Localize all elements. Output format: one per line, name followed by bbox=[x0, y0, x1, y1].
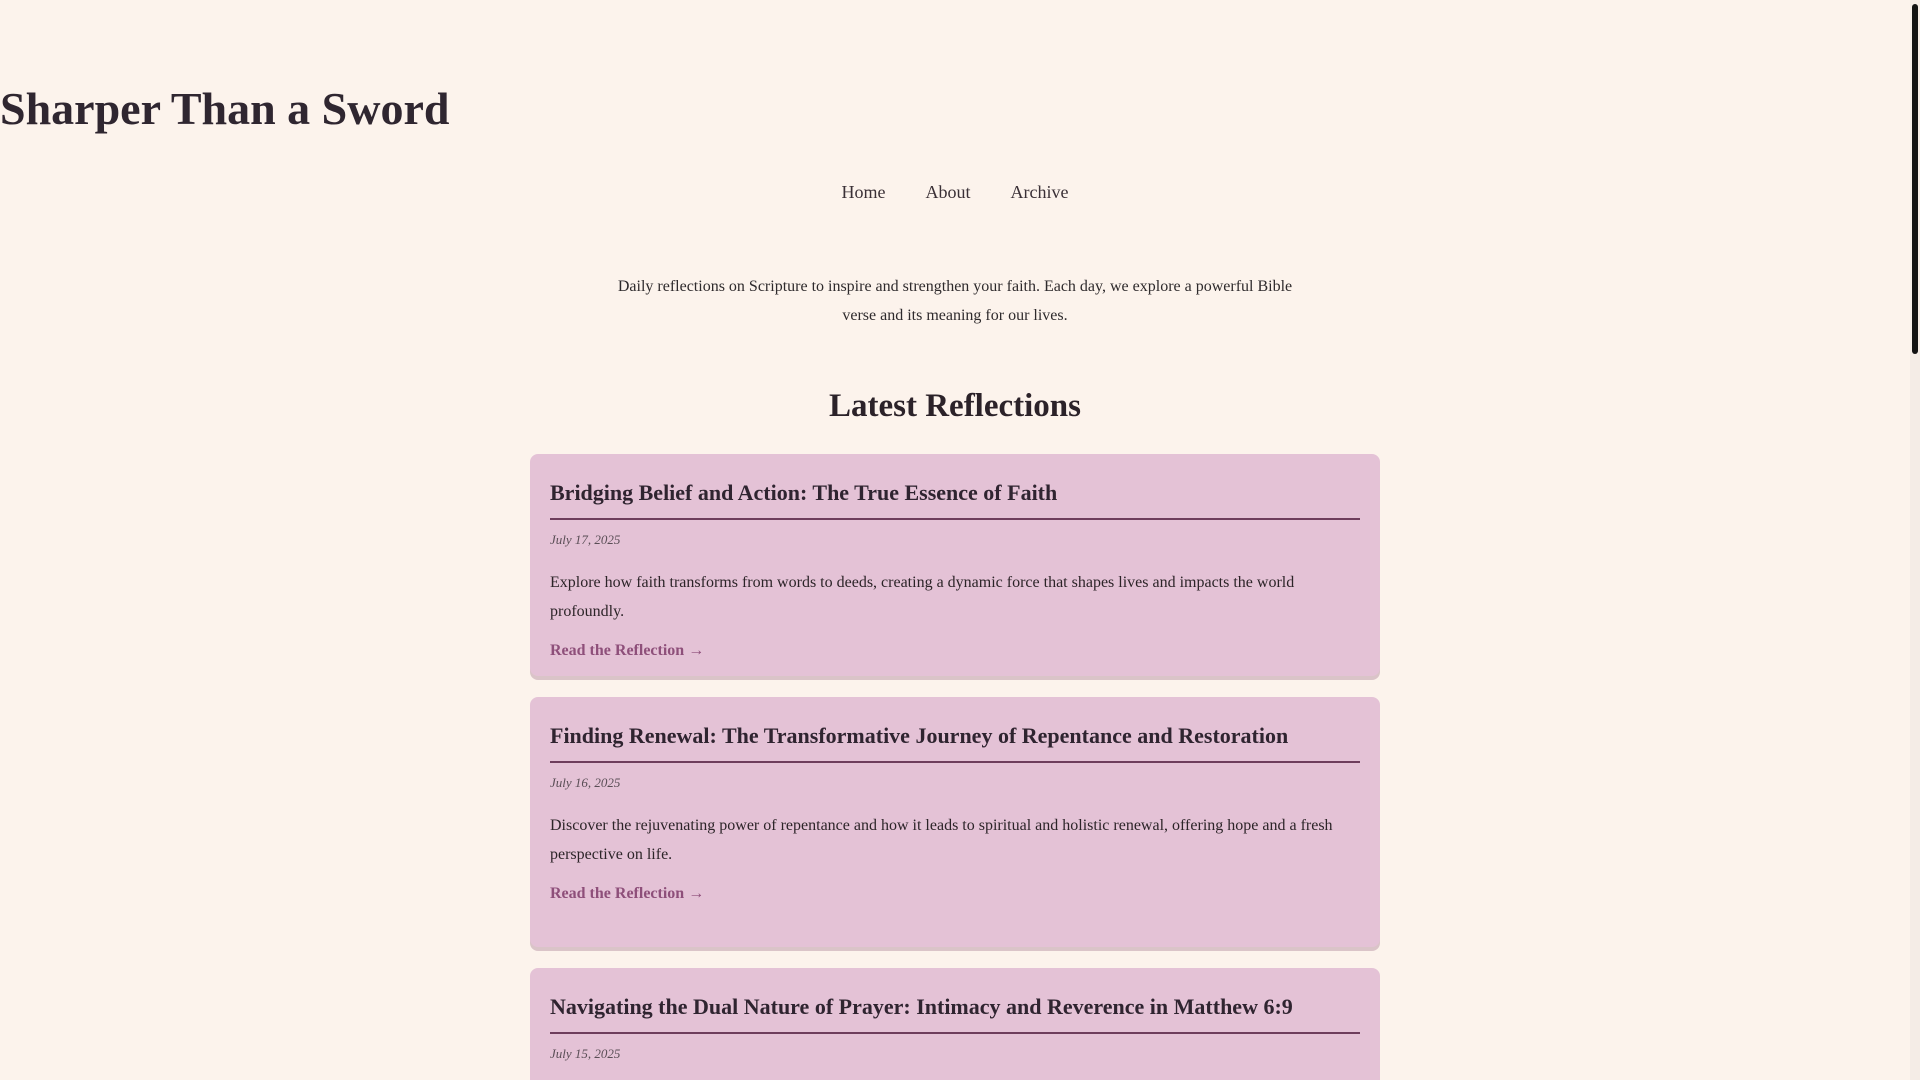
page-scrollbar[interactable] bbox=[1910, 0, 1920, 1080]
main-nav bbox=[0, 180, 1910, 204]
nav-home-link[interactable]: Home bbox=[841, 182, 886, 202]
read-reflection-link[interactable]: Read the Reflection → bbox=[550, 642, 705, 659]
site-intro: Daily reflections on Scripture to inspire and strengthen your faith. Each day, we explore a powerful Bible verse and its meaning for our lives. bbox=[617, 278, 1293, 324]
reflection-date: July 15, 2025 bbox=[550, 1046, 621, 1061]
reflection-title[interactable]: Finding Renewal: The Transformative Journey of Repentance and Restoration bbox=[550, 697, 1360, 763]
reflection-excerpt: Discover the rejuvenating power of repentance and how it leads to spiritual and holistic renewal, offering hope and a fresh perspective on life. bbox=[550, 817, 1333, 863]
reflection-card bbox=[530, 968, 1380, 1080]
reflection-card bbox=[530, 454, 1380, 676]
reflection-card bbox=[530, 697, 1380, 947]
reflection-title[interactable]: Navigating the Dual Nature of Prayer: Intimacy and Reverence in Matthew 6:9 bbox=[550, 968, 1360, 1034]
reflection-title[interactable]: Bridging Belief and Action: The True Essence of Faith bbox=[550, 454, 1360, 520]
nav-about-link[interactable]: About bbox=[925, 182, 971, 202]
site-title[interactable]: Sharper Than a Sword bbox=[0, 83, 450, 134]
reflection-date: July 16, 2025 bbox=[550, 775, 621, 790]
nav-archive-link[interactable]: Archive bbox=[1010, 182, 1069, 202]
read-reflection-link[interactable]: Read the Reflection → bbox=[550, 885, 705, 902]
reflection-excerpt: Explore how faith transforms from words to deeds, creating a dynamic force that shapes lives and impacts the world profoundly. bbox=[550, 574, 1295, 620]
section-title-latest-reflections: Latest Reflections bbox=[828, 388, 1081, 424]
reflection-date: July 17, 2025 bbox=[550, 532, 621, 547]
scrollbar-thumb[interactable] bbox=[1912, 4, 1918, 354]
